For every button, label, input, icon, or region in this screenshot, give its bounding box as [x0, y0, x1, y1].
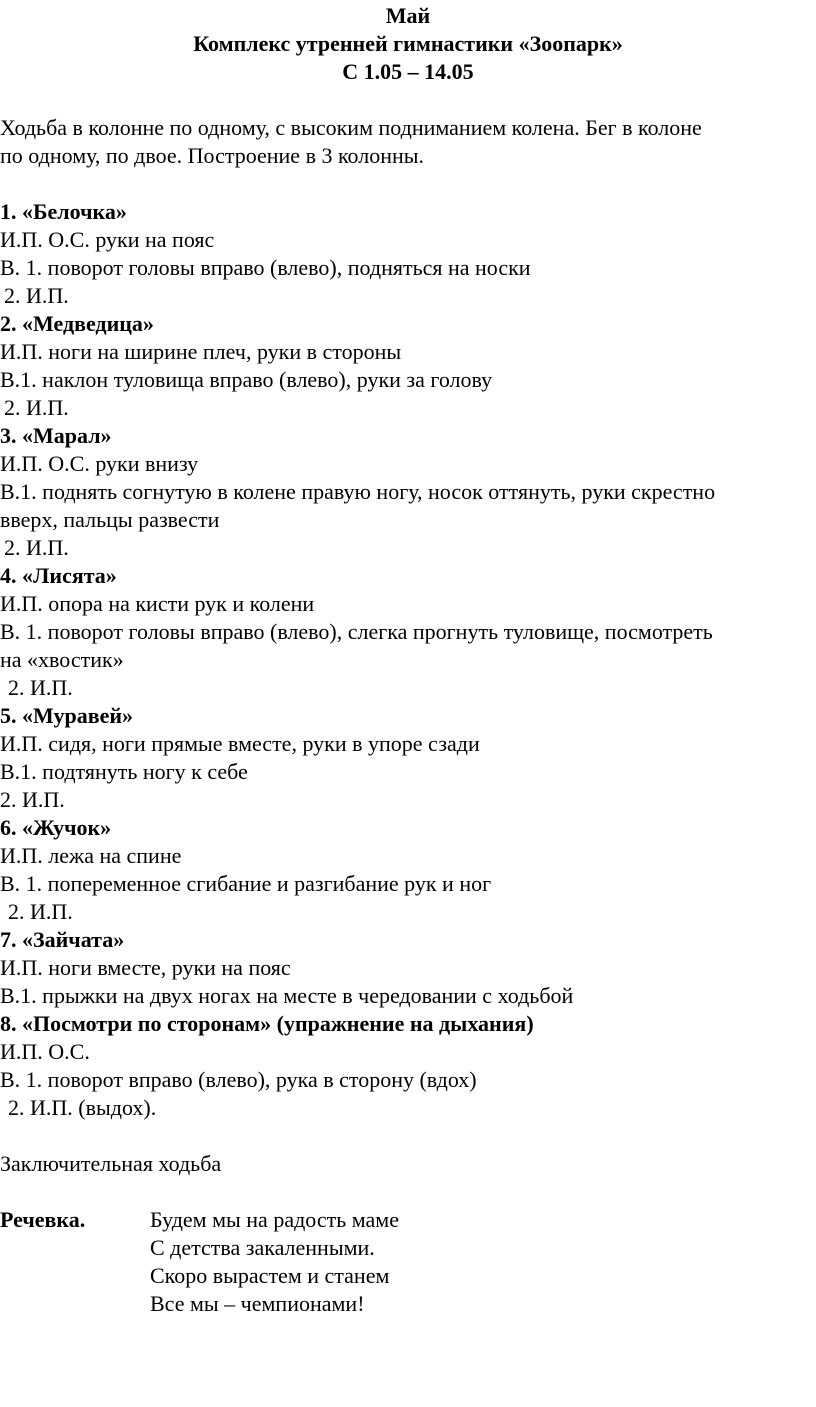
- exercise-1-title: 1. «Белочка»: [0, 199, 127, 224]
- exercise-5-title: 5. «Муравей»: [0, 703, 134, 728]
- speech-line-3: Скоро вырастем и станем: [150, 1263, 390, 1288]
- exercise-2-line-1: И.П. ноги на ширине плеч, руки в стороны: [0, 339, 402, 364]
- exercise-8-title: 8. «Посмотри по сторонам» (упражнение на дыхания): [0, 1011, 534, 1036]
- exercise-3-title: 3. «Марал»: [0, 423, 112, 448]
- exercise-7-line-1: И.П. ноги вместе, руки на пояс: [0, 955, 291, 980]
- exercise-4-title: 4. «Лисята»: [0, 563, 117, 588]
- exercise-2-line-3: 2. И.П.: [4, 395, 69, 420]
- exercise-3-line-1: И.П. О.С. руки внизу: [0, 451, 199, 476]
- speech-label: Речевка.: [0, 1207, 86, 1232]
- exercise-3-line-3: вверх, пальцы развести: [0, 507, 220, 532]
- exercise-5-line-2: В.1. подтянуть ногу к себе: [0, 759, 248, 784]
- intro-line-1: Ходьба в колонне по одному, с высоким подниманием колена. Бег в колоне: [0, 115, 702, 140]
- exercise-4-line-2: В. 1. поворот головы вправо (влево), слегка прогнуть туловище, посмотреть: [0, 619, 713, 644]
- exercise-8-line-2: В. 1. поворот вправо (влево), рука в сторону (вдох): [0, 1067, 477, 1092]
- exercise-2-title: 2. «Медведица»: [0, 311, 154, 336]
- exercise-6-title: 6. «Жучок»: [0, 815, 112, 840]
- exercise-1-line-3: 2. И.П.: [4, 283, 69, 308]
- exercise-3-line-2: В.1. поднять согнутую в колене правую ногу, носок оттянуть, руки скрестно: [0, 479, 716, 504]
- header-title: Комплекс утренней гимнастики «Зоопарк»: [193, 31, 623, 56]
- speech-line-1: Будем мы на радость маме: [150, 1207, 399, 1232]
- exercise-4-line-1: И.П. опора на кисти рук и колени: [0, 591, 315, 616]
- exercise-1-line-2: В. 1. поворот головы вправо (влево), подняться на носки: [0, 255, 531, 280]
- exercise-3-line-4: 2. И.П.: [4, 535, 69, 560]
- exercise-5-line-1: И.П. сидя, ноги прямые вместе, руки в упоре сзади: [0, 731, 480, 756]
- exercise-8-line-1: И.П. О.С.: [0, 1039, 90, 1064]
- exercise-4-line-4: 2. И.П.: [8, 675, 73, 700]
- exercise-6-line-1: И.П. лежа на спине: [0, 843, 182, 868]
- exercise-7-title: 7. «Зайчата»: [0, 927, 125, 952]
- header-dates: С 1.05 – 14.05: [342, 59, 474, 84]
- exercise-4-line-3: на «хвостик»: [0, 647, 124, 672]
- exercise-1-line-1: И.П. О.С. руки на пояс: [0, 227, 215, 252]
- exercise-8-line-3: 2. И.П. (выдох).: [8, 1095, 157, 1120]
- intro-line-2: по одному, по двое. Построение в 3 колонны.: [0, 143, 425, 168]
- speech-line-2: С детства закаленными.: [150, 1235, 375, 1260]
- exercise-5-line-3: 2. И.П.: [0, 787, 65, 812]
- header-month: Май: [385, 3, 431, 28]
- exercise-7-line-2: В.1. прыжки на двух ногах на месте в чередовании с ходьбой: [0, 983, 574, 1008]
- exercise-6-line-3: 2. И.П.: [8, 899, 73, 924]
- speech-line-4: Все мы – чемпионами!: [150, 1291, 365, 1316]
- final-walk: Заключительная ходьба: [0, 1151, 222, 1176]
- exercise-2-line-2: В.1. наклон туловища вправо (влево), руки за голову: [0, 367, 493, 392]
- exercise-6-line-2: В. 1. попеременное сгибание и разгибание рук и ног: [0, 871, 492, 896]
